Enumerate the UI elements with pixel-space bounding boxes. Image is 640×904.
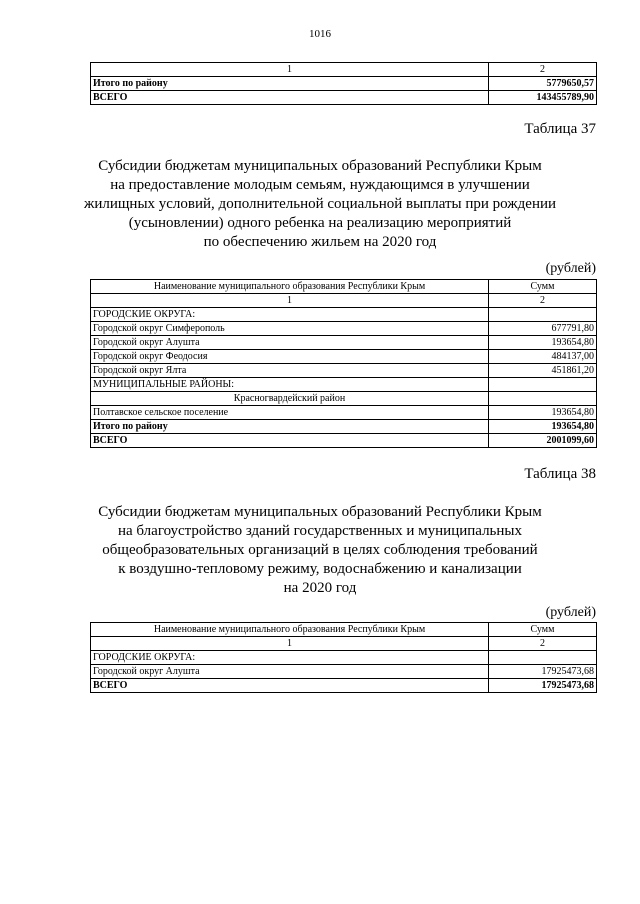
sum-cell: 2001099,60 bbox=[489, 434, 597, 448]
name-cell: Городской округ Феодосия bbox=[91, 350, 489, 364]
name-cell: ВСЕГО bbox=[91, 91, 489, 105]
sum-cell: 5779650,57 bbox=[489, 77, 597, 91]
table-row bbox=[91, 665, 597, 679]
table-37-label: Таблица 37 bbox=[524, 121, 596, 137]
table-row bbox=[91, 322, 597, 336]
name-cell: 1 bbox=[91, 63, 489, 77]
heading-line: Субсидии бюджетам муниципальных образований Республики Крым bbox=[98, 158, 542, 174]
heading-line: на 2020 год bbox=[283, 580, 357, 596]
table-37 bbox=[90, 279, 597, 448]
table-row bbox=[91, 378, 597, 392]
continuation-table bbox=[90, 62, 597, 105]
sum-cell: 143455789,90 bbox=[489, 91, 597, 105]
heading-line: Субсидии бюджетам муниципальных образований Республики Крым bbox=[98, 504, 542, 520]
name-cell: Полтавское сельское поселение bbox=[91, 406, 489, 420]
name-cell: ВСЕГО bbox=[91, 434, 489, 448]
header-row bbox=[91, 623, 597, 637]
sum-cell bbox=[489, 378, 597, 392]
table-row bbox=[91, 77, 597, 91]
sum-cell bbox=[489, 308, 597, 322]
column-header-sum: Сумм bbox=[489, 623, 597, 637]
table-38 bbox=[90, 622, 597, 693]
table-row bbox=[91, 336, 597, 350]
table-row bbox=[91, 364, 597, 378]
table-37-unit: (рублей) bbox=[545, 261, 596, 276]
table-row bbox=[91, 350, 597, 364]
sum-cell: 451861,20 bbox=[489, 364, 597, 378]
table-38-body bbox=[91, 623, 597, 693]
sum-cell: 484137,00 bbox=[489, 350, 597, 364]
sum-cell bbox=[489, 651, 597, 665]
heading-line: жилищных условий, дополнительной социальной выплаты при рождении bbox=[83, 196, 557, 212]
name-cell: 1 bbox=[91, 294, 489, 308]
sum-cell: 193654,80 bbox=[489, 420, 597, 434]
name-cell: Городской округ Симферополь bbox=[91, 322, 489, 336]
table-38-heading bbox=[70, 503, 570, 598]
table-row bbox=[91, 392, 597, 406]
table-row bbox=[91, 434, 597, 448]
name-cell: Городской округ Алушта bbox=[91, 336, 489, 350]
heading-line: к воздушно-тепловому режиму, водоснабжению и канализации bbox=[118, 561, 522, 577]
name-cell: Городской округ Алушта bbox=[91, 665, 489, 679]
header-row bbox=[91, 280, 597, 294]
table-38-unit: (рублей) bbox=[545, 605, 596, 620]
sum-cell: 2 bbox=[489, 294, 597, 308]
sum-cell: 17925473,68 bbox=[489, 665, 597, 679]
column-header-name: Наименование муниципального образования Республики Крым bbox=[91, 623, 489, 637]
column-header-sum: Сумм bbox=[489, 280, 597, 294]
table-row bbox=[91, 679, 597, 693]
sum-cell: 193654,80 bbox=[489, 336, 597, 350]
sum-cell: 17925473,68 bbox=[489, 679, 597, 693]
heading-line: общеобразовательных организаций в целях соблюдения требований bbox=[102, 542, 538, 558]
table-row bbox=[91, 651, 597, 665]
table-row bbox=[91, 420, 597, 434]
heading-line: на предоставление молодым семьям, нуждающимся в улучшении bbox=[110, 177, 530, 193]
name-cell: ВСЕГО bbox=[91, 679, 489, 693]
sum-cell: 2 bbox=[489, 63, 597, 77]
table-row bbox=[91, 406, 597, 420]
name-cell: Красногвардейский район bbox=[91, 392, 489, 406]
column-header-name: Наименование муниципального образования Республики Крым bbox=[91, 280, 489, 294]
table-row bbox=[91, 308, 597, 322]
table-38-label: Таблица 38 bbox=[524, 466, 596, 482]
heading-line: на благоустройство зданий государственных и муниципальных bbox=[117, 523, 523, 539]
heading-line: по обеспечению жильем на 2020 год bbox=[203, 234, 437, 250]
name-cell: Итого по району bbox=[91, 420, 489, 434]
sum-cell: 193654,80 bbox=[489, 406, 597, 420]
table-37-heading bbox=[70, 157, 570, 252]
continuation-table-body bbox=[91, 63, 597, 105]
heading-line: (усыновлении) одного ребенка на реализацию мероприятий bbox=[128, 215, 512, 231]
sum-cell bbox=[489, 392, 597, 406]
name-cell: ГОРОДСКИЕ ОКРУГА: bbox=[91, 308, 489, 322]
numbering-row bbox=[91, 294, 597, 308]
name-cell: Итого по району bbox=[91, 77, 489, 91]
table-row bbox=[91, 91, 597, 105]
numbering-row bbox=[91, 637, 597, 651]
name-cell: ГОРОДСКИЕ ОКРУГА: bbox=[91, 651, 489, 665]
sum-cell: 2 bbox=[489, 637, 597, 651]
table-37-body bbox=[91, 280, 597, 448]
name-cell: МУНИЦИПАЛЬНЫЕ РАЙОНЫ: bbox=[91, 378, 489, 392]
name-cell: 1 bbox=[91, 637, 489, 651]
name-cell: Городской округ Ялта bbox=[91, 364, 489, 378]
table-row bbox=[91, 63, 597, 77]
page-number: 1016 bbox=[309, 28, 331, 40]
sum-cell: 677791,80 bbox=[489, 322, 597, 336]
